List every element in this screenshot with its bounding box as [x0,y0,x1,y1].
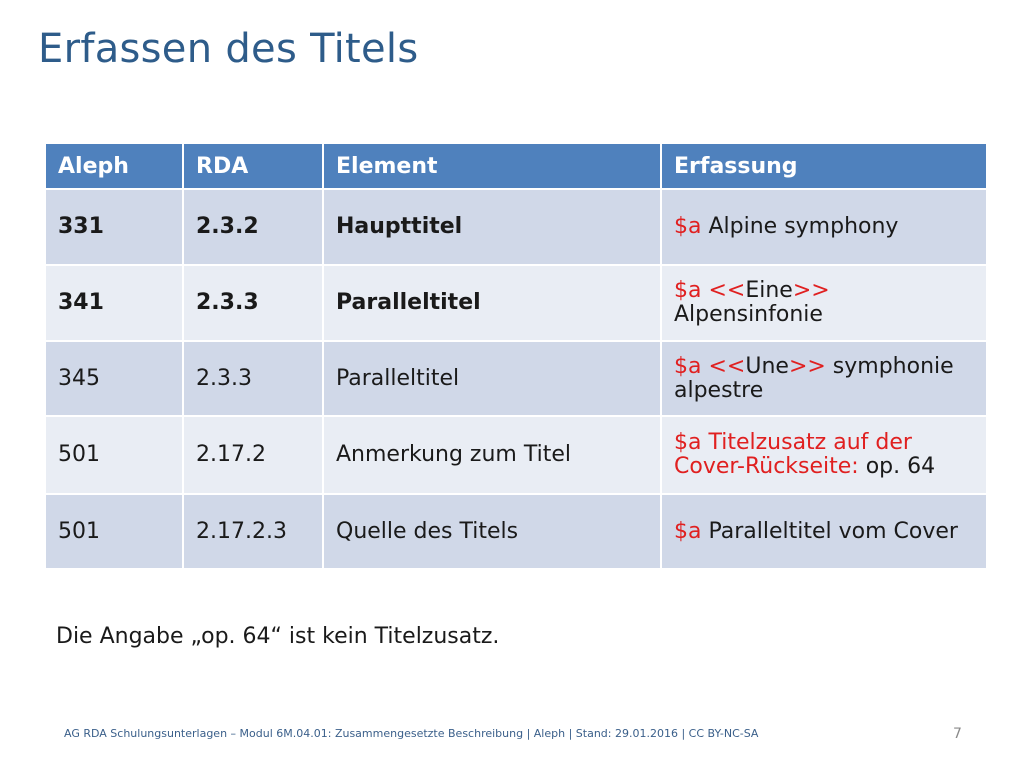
cell-erfassung [662,495,986,568]
erfassung-part: $a << [674,353,746,379]
erfassung-part: $a Titelzusatz auf der Cover-Rückseite: [674,430,912,479]
cell-element: Anmerkung zum Titel [324,417,660,493]
cell-element: Paralleltitel [324,342,660,415]
erfassung-part: Eine [745,278,793,303]
header-element: Element [324,144,660,188]
cell-aleph: 345 [46,342,182,415]
cell-rda: 2.17.2 [184,417,322,493]
cell-erfassung [662,266,986,340]
erfassung-part: Une [745,353,789,379]
note-text: Die Angabe „op. 64“ ist kein Titelzusatz. [56,624,500,649]
cell-rda: 2.3.3 [184,266,322,340]
table-row [46,190,986,264]
erfassung-part: Alpine symphony [701,214,899,239]
cell-element: Paralleltitel [324,266,660,340]
table-row [46,266,986,340]
cell-rda: 2.3.2 [184,190,322,264]
table-row [46,495,986,568]
table-row [46,342,986,415]
cell-element: Haupttitel [324,190,660,264]
erfassung-part: >> [792,278,830,303]
cell-aleph: 341 [46,266,182,340]
erfassung-part: Paralleltitel vom Cover [701,518,958,544]
erfassung-part: Alpensinfonie [674,302,823,327]
cell-erfassung [662,417,986,493]
cell-element: Quelle des Titels [324,495,660,568]
cell-erfassung [662,342,986,415]
table-header-row [46,144,986,188]
header-rda: RDA [184,144,322,188]
rda-table [44,142,988,570]
erfassung-part: op. 64 [858,454,936,479]
cell-rda: 2.3.3 [184,342,322,415]
erfassung-part: $a [674,518,702,544]
table-row [46,417,986,493]
erfassung-part: $a [674,214,702,239]
erfassung-part: symphonie alpestre [674,353,954,403]
cell-aleph: 501 [46,495,182,568]
cell-aleph: 501 [46,417,182,493]
erfassung-part: $a << [674,278,746,303]
erfassung-part: >> [788,353,826,379]
cell-aleph: 331 [46,190,182,264]
footer-text: AG RDA Schulungsunterlagen – Modul 6M.04.01: Zusammengesetzte Beschreibung | Aleph | Stand: 29.01.2016 | CC BY-NC-SA [64,727,759,740]
slide-title: Erfassen des Titels [38,26,419,72]
header-erfassung: Erfassung [662,144,986,188]
cell-erfassung [662,190,986,264]
header-aleph: Aleph [46,144,182,188]
page-number: 7 [953,726,962,742]
cell-rda: 2.17.2.3 [184,495,322,568]
